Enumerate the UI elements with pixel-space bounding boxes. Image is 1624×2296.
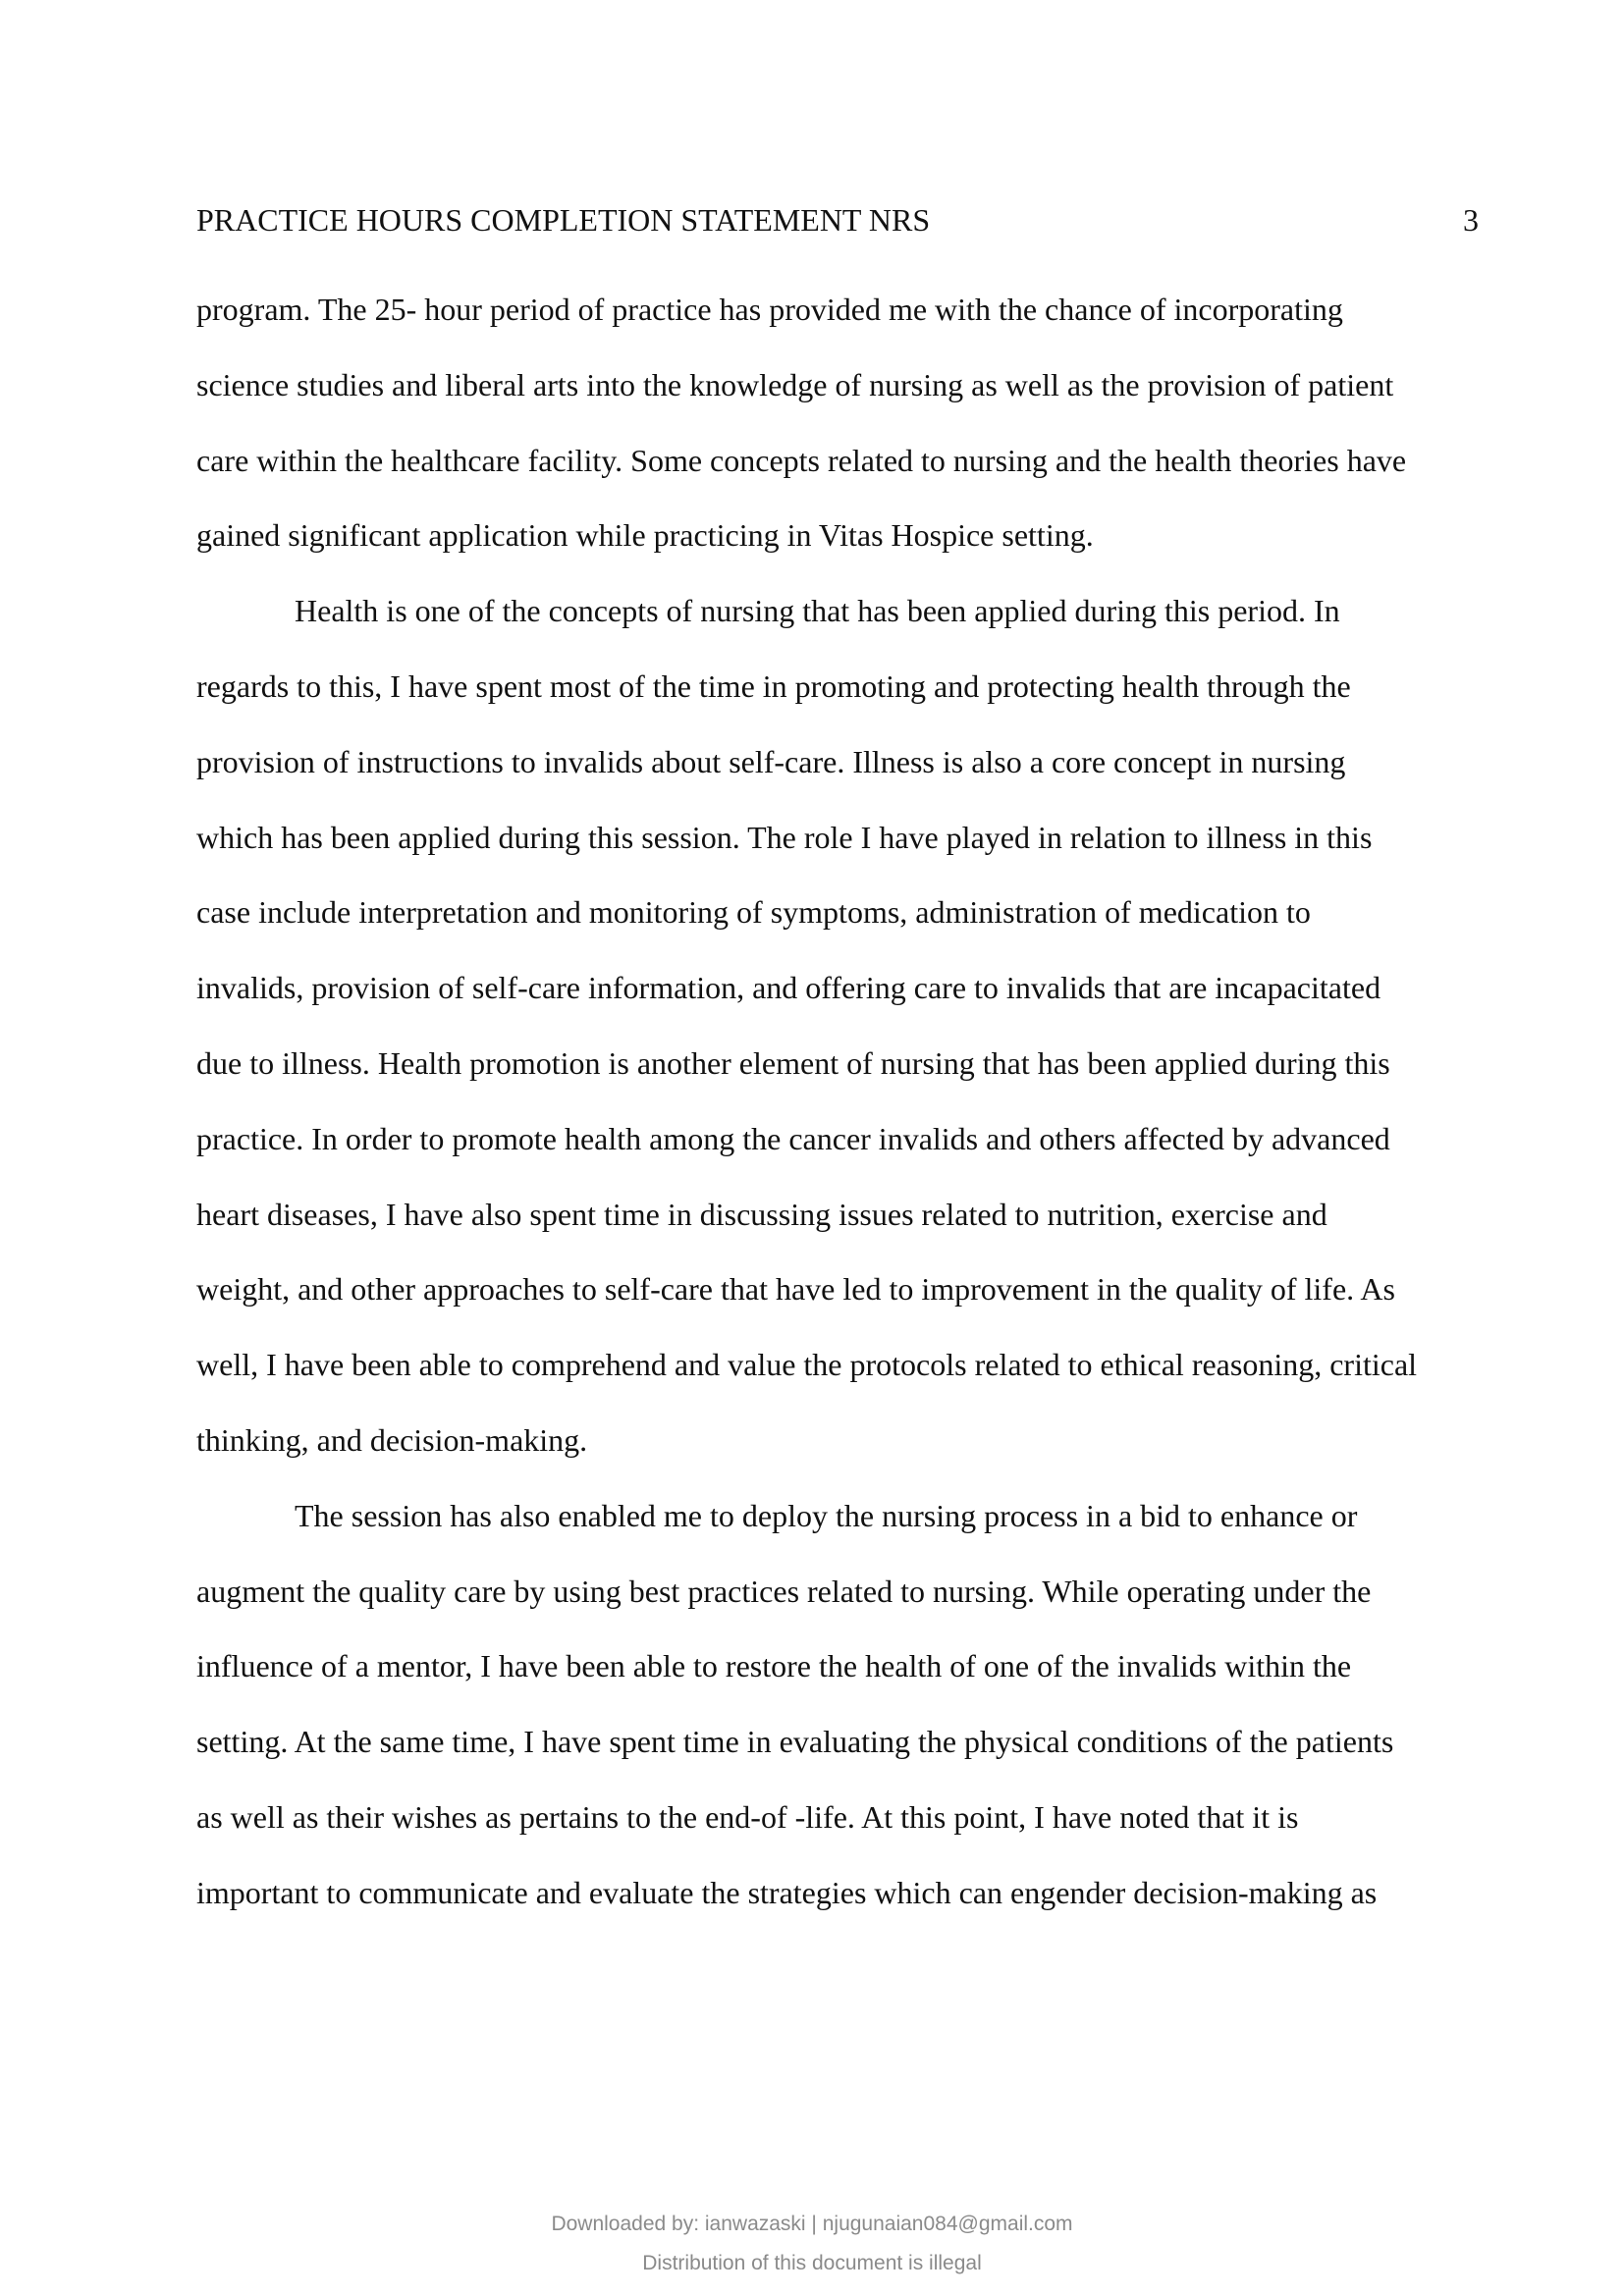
- document-body: [196, 272, 1483, 1931]
- body-line: augment the quality care by using best practices related to nursing. While operating under the: [196, 1573, 1372, 1609]
- body-line: well, I have been able to comprehend and value the protocols related to ethical reasoning, critical: [196, 1347, 1418, 1383]
- body-line: care within the healthcare facility. Some concepts related to nursing and the health theories have: [196, 442, 1407, 478]
- running-head-title: PRACTICE HOURS COMPLETION STATEMENT NRS: [196, 202, 931, 238]
- body-line: thinking, and decision-making.: [196, 1421, 588, 1458]
- body-line: due to illness. Health promotion is another element of nursing that has been applied during this: [196, 1044, 1390, 1081]
- body-line: heart diseases, I have also spent time in discussing issues related to nutrition, exercise and: [196, 1196, 1327, 1232]
- body-line: practice. In order to promote health among the cancer invalids and others affected by advanced: [196, 1120, 1390, 1156]
- body-line: program. The 25- hour period of practice has provided me with the chance of incorporating: [196, 292, 1343, 327]
- page-number: 3: [1463, 202, 1479, 238]
- running-head: [196, 200, 1479, 240]
- body-line: case include interpretation and monitoring of symptoms, administration of medication to: [196, 894, 1311, 931]
- body-line: setting. At the same time, I have spent time in evaluating the physical conditions of the patients: [196, 1724, 1394, 1760]
- body-line: important to communicate and evaluate the strategies which can engender decision-making as: [196, 1874, 1378, 1910]
- footer-distribution-notice: Distribution of this document is illegal: [642, 2252, 982, 2274]
- body-line: invalids, provision of self-care information, and offering care to invalids that are incapacitated: [196, 970, 1381, 1006]
- body-line: gained significant application while practicing in Vitas Hospice setting.: [196, 517, 1094, 554]
- body-line: regards to this, I have spent most of the time in promoting and protecting health through the: [196, 667, 1351, 704]
- body-line: provision of instructions to invalids about self-care. Illness is also a core concept in nursing: [196, 743, 1346, 779]
- body-line: weight, and other approaches to self-care that have led to improvement in the quality of life. As: [196, 1271, 1395, 1308]
- paragraph-first-line: Health is one of the concepts of nursing that has been applied during this period. In: [295, 593, 1340, 629]
- footer-downloaded-by: Downloaded by: ianwazaski | njugunaian084@gmail.com: [551, 2213, 1073, 2235]
- body-line: science studies and liberal arts into the knowledge of nursing as well as the provision of patient: [196, 366, 1394, 402]
- paragraph-first-line: The session has also enabled me to deploy the nursing process in a bid to enhance or: [295, 1497, 1358, 1533]
- body-line: as well as their wishes as pertains to the end-of -life. At this point, I have noted that it is: [196, 1798, 1299, 1835]
- body-line: which has been applied during this session. The role I have played in relation to illness in this: [196, 819, 1373, 855]
- body-line: influence of a mentor, I have been able to restore the health of one of the invalids within the: [196, 1648, 1352, 1684]
